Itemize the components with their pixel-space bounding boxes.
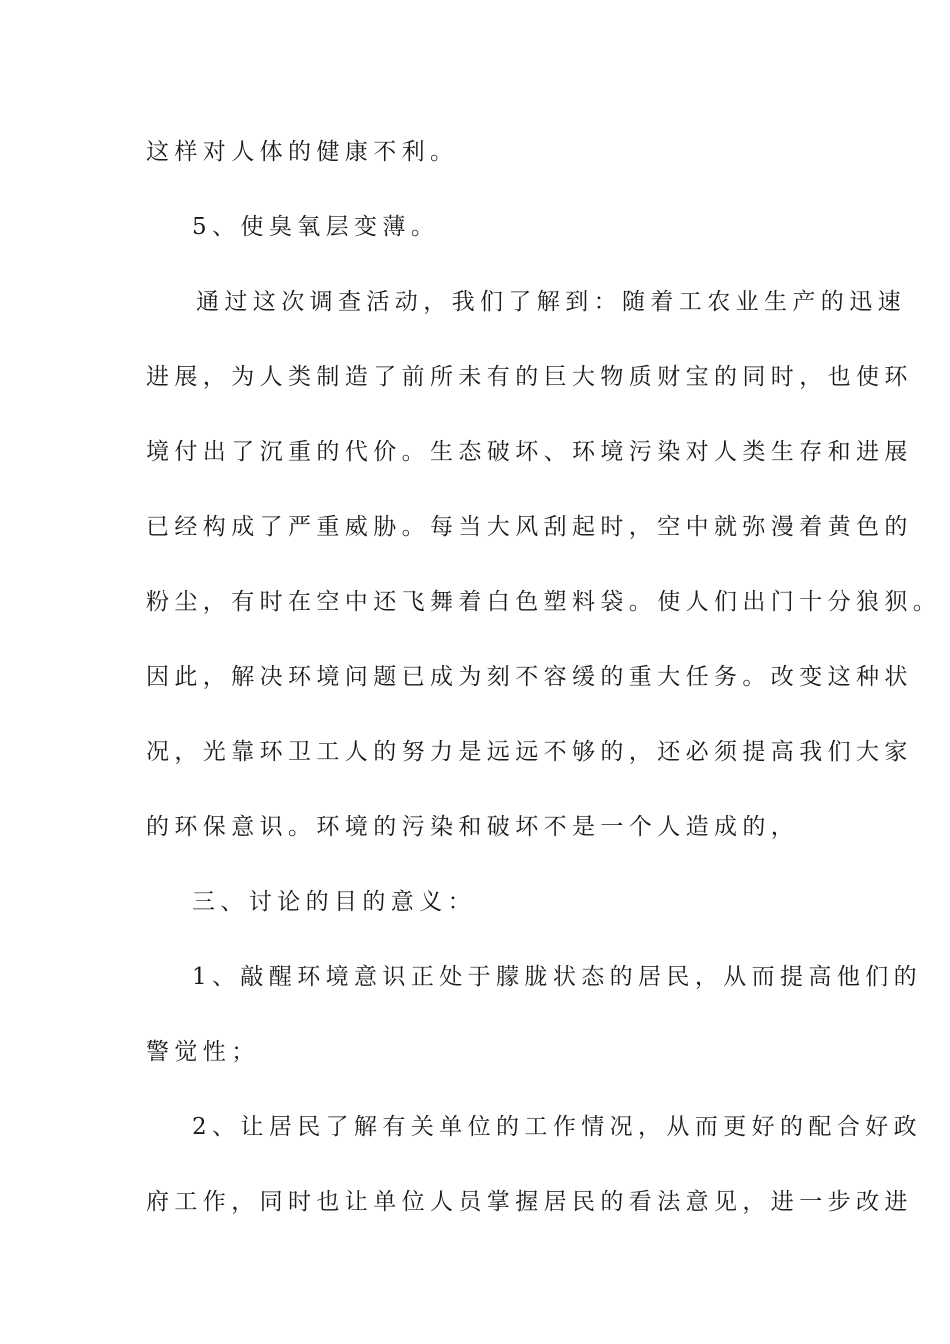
list-item-1: 1、敲醒环境意识正处于朦胧状态的居民，从而提高他们的: [192, 964, 923, 990]
text-line: 况，光靠环卫工人的努力是远远不够的，还必须提高我们大家: [146, 739, 913, 765]
text-line: 境付出了沉重的代价。生态破坏、环境污染对人类生存和进展: [146, 439, 913, 465]
text-line: 的环保意识。环境的污染和破坏不是一个人造成的，: [146, 814, 800, 840]
text-line: 警觉性；: [146, 1039, 260, 1065]
text-line: 这样对人体的健康不利。: [146, 139, 459, 165]
paragraph-start: 通过这次调查活动，我们了解到：随着工农业生产的迅速: [196, 289, 906, 315]
list-item-5: 5、使臭氧层变薄。: [192, 214, 440, 240]
text-line: 进展，为人类制造了前所未有的巨大物质财宝的同时，也使环: [146, 364, 913, 390]
text-line: 已经构成了严重威胁。每当大风刮起时，空中就弥漫着黄色的: [146, 514, 913, 540]
text-line: 因此，解决环境问题已成为刻不容缓的重大任务。改变这种状: [146, 664, 913, 690]
text-line: 粉尘，有时在空中还飞舞着白色塑料袋。使人们出门十分狼狈。: [146, 589, 942, 615]
text-line: 府工作，同时也让单位人员掌握居民的看法意见，进一步改进: [146, 1189, 913, 1215]
section-heading: 三、讨论的目的意义：: [192, 889, 476, 915]
list-item-2: 2、让居民了解有关单位的工作情况，从而更好的配合好政: [192, 1114, 923, 1140]
